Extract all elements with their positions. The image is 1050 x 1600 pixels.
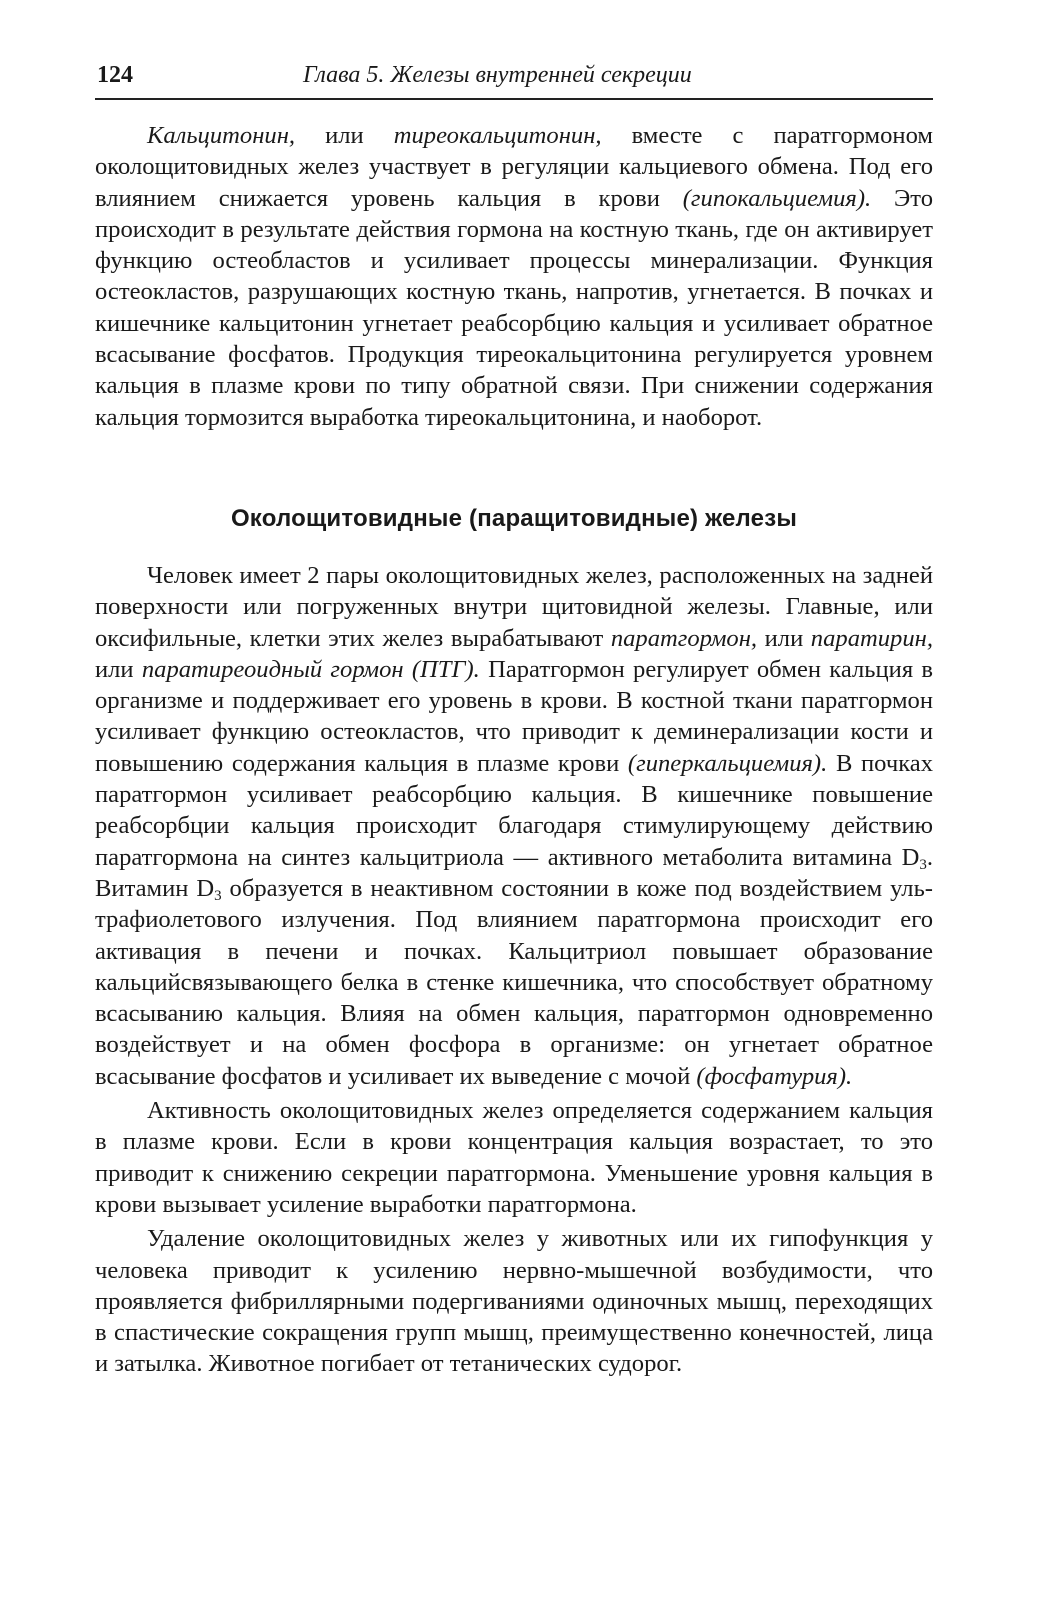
calcitonin-section [95,120,933,433]
parathyroid-section [95,560,933,1380]
italic-term: паратирин, [810,624,933,652]
paragraph [95,120,933,433]
subscript: 3 [214,887,222,904]
book-page [95,0,933,1600]
running-title: Глава 5. Железы внутренней секреции [303,62,692,88]
text-run: или [757,624,811,652]
text-run: образуется в неактивном состоянии в коже под воздействием ультрафиолетового излучения. Под влиянием паратгормона происходит его активация в печени и почках. Кальцитриол повышает образование кальцийсвязывающего белка в стенке кишечника, что способствует обратному всасыванию кальция. Влияя на обмен кальция, паратгормон одновременно воздействует и на обмен фосфора в организме: он угнетает обратное всасывание фосфатов и усиливает их выведение с мочой [95,874,933,1090]
page-header [95,58,933,100]
italic-term: тиреокальцитонин, [393,122,602,149]
text-run: Человек имеет 2 пары околощитовидных желез, расположенных на задней поверхности или погруженных внутри щитовидной железы. Главные, или оксифильные, клетки этих желез вырабатывают [95,562,933,652]
paragraph [95,560,933,1092]
text-run: или [295,122,394,149]
text-run: вместе с паратгормоном околощитовидных желез участвует в регуляции кальциевого обмена. Под его влиянием снижается уровень кальция в крови [95,122,933,212]
text-run: Паратгормон регулирует обмен кальция в организме и поддерживает его уровень в крови. В костной ткани паратгормон усиливает функцию остеокластов, что приводит к деминерализации кости и повышению содержания кальция в плазме крови [95,655,934,777]
italic-term: паратиреоидный гормон (ПТГ). [141,655,480,683]
italic-term: (гипокальциемия). [682,184,872,212]
paragraph [95,1223,933,1379]
italic-term: (гиперкальциемия). [627,749,828,777]
text-run: В почках паратгормон усиливает реабсорбцию кальция. В кишечнике повышение реабсорбции кальция происходит благодаря стимулирующему действию паратгормона на синтез кальцитриола — активного метаболита витамина D [95,749,933,871]
paragraph [95,1095,933,1220]
text-run: Активность околощитовидных желез определяется содержанием кальция в плазме крови. Если в крови концентрация кальция возрастает, то это приводит к снижению секреции паратгормона. Уменьшение уровня кальция в крови вызывает усиление выработки паратгормона. [95,1097,933,1218]
italic-term: паратгормон, [610,624,758,652]
subscript: 3 [919,856,927,873]
text-run: . Витамин D [95,843,933,902]
text-run: или [95,655,142,683]
page-number: 124 [97,62,133,88]
italic-term: (фосфатурия). [696,1062,853,1090]
italic-term: Кальцитонин, [147,122,296,149]
text-run: Это происходит в результате действия гормона на костную ткань, где он активирует функцию остеобластов и усиливает процессы минерализации. Функция остеокластов, разрушающих костную ткань, напротив, угнетается. В почках и кишечнике кальцитонин угнетает реабсорбцию кальция и усиливает обратное всасывание фосфатов. Продукция тиреокальцитонина регулируется уровнем кальция в плазме крови по типу обратной связи. При снижении содержания кальция тормозится выработка тиреокальцитонина, и наоборот. [95,184,933,431]
section-heading: Околощитовидные (паращитовидные) железы [230,505,798,532]
text-run: Удаление околощитовидных желез у животных или их гипофункция у человека приводит к усилению нервно-мышечной возбудимости, что проявляется фибриллярными подергиваниями одиночных мышц, переходящих в спастические сокращения групп мышц, преимущественно конечностей, лица и затылка. Животное погибает от тетанических судорог. [95,1225,933,1378]
